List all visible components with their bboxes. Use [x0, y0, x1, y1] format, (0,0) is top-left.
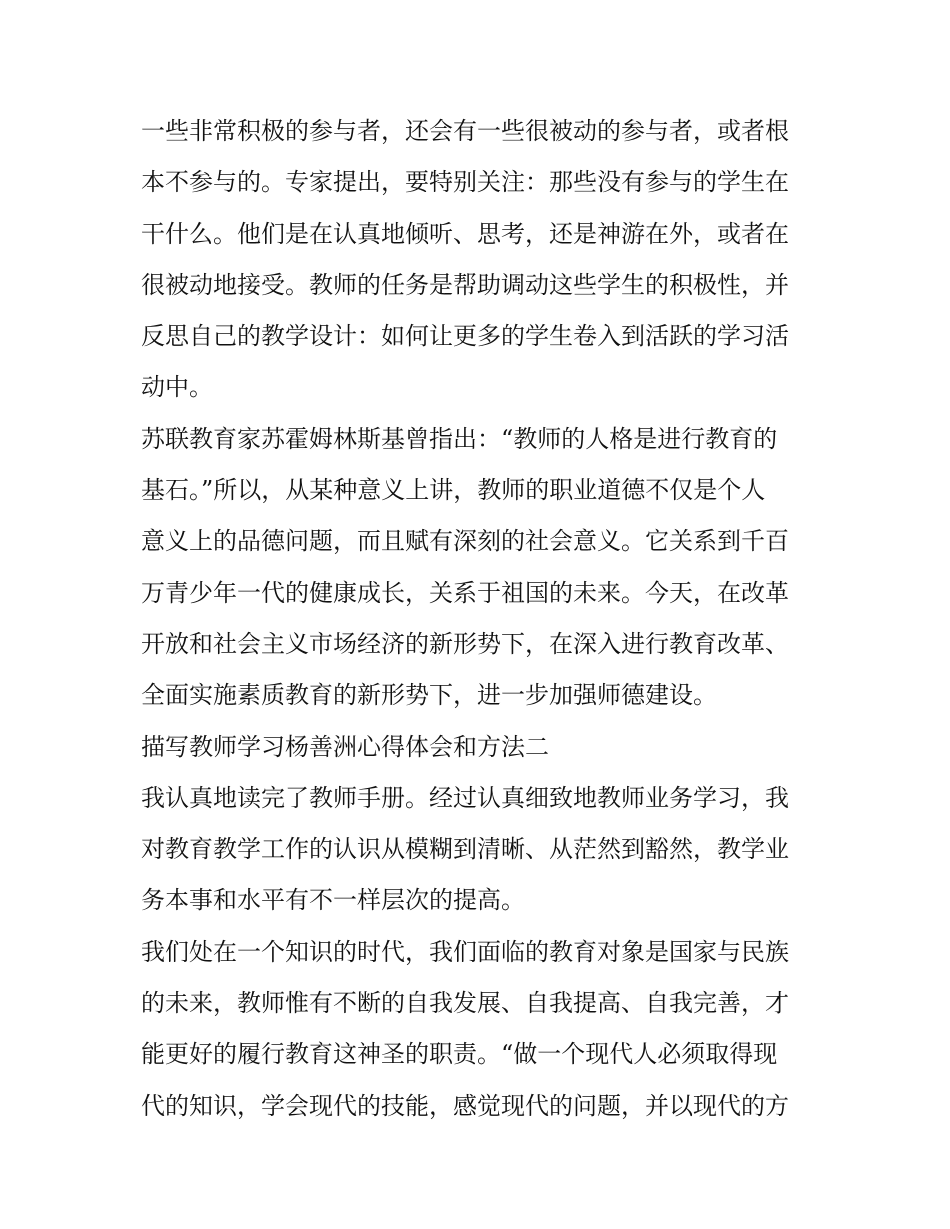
text-line: 开放和社会主义市场经济的新形势下，在深入进行教育改革、	[141, 629, 789, 658]
text-line: 能更好的履行教育这神圣的职责。“做一个现代人必须取得现	[141, 1040, 778, 1069]
text-line: 本不参与的。专家提出，要特别关注：那些没有参与的学生在	[141, 168, 789, 197]
text-line: 的未来，教师惟有不断的自我发展、自我提高、自我完善，才	[141, 989, 789, 1018]
text-line: 干什么。他们是在认真地倾听、思考，还是神游在外，或者在	[141, 219, 789, 248]
text-line: 很被动地接受。教师的任务是帮助调动这些学生的积极性，并	[141, 270, 789, 299]
section-heading: 描写教师学习杨善洲心得体会和方法二	[141, 732, 549, 761]
text-line: 全面实施素质教育的新形势下，进一步加强师德建设。	[141, 681, 717, 710]
text-line: 务本事和水平有不一样层次的提高。	[141, 886, 525, 915]
text-line: 对教育教学工作的认识从模糊到清晰、从茫然到豁然，教学业	[141, 835, 789, 864]
text-line: 代的知识，学会现代的技能，感觉现代的问题，并以现代的方	[141, 1091, 789, 1120]
text-line: 基石。”所以，从某种意义上讲，教师的职业道德不仅是个人	[141, 476, 766, 505]
body-text	[141, 106, 821, 1132]
text-line: 反思自己的教学设计：如何让更多的学生卷入到活跃的学习活	[141, 322, 789, 351]
text-line: 我认真地读完了教师手册。经过认真细致地教师业务学习，我	[141, 783, 789, 812]
text-line: 我们处在一个知识的时代，我们面临的教育对象是国家与民族	[141, 937, 789, 966]
text-line: 动中。	[141, 373, 213, 402]
text-line: 苏联教育家苏霍姆林斯基曾指出：“教师的人格是进行教育的	[141, 424, 778, 453]
text-line: 意义上的品德问题，而且赋有深刻的社会意义。它关系到千百	[141, 527, 789, 556]
text-line: 一些非常积极的参与者，还会有一些很被动的参与者，或者根	[141, 117, 789, 145]
text-line: 万青少年一代的健康成长，关系于祖国的未来。今天，在改革	[141, 578, 789, 607]
